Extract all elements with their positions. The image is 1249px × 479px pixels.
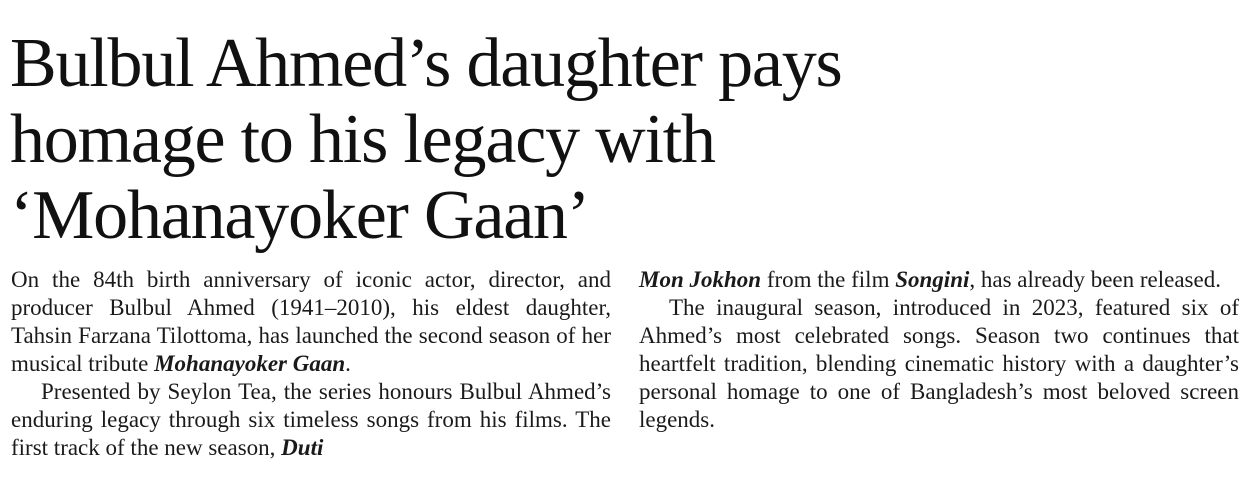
- article-column-right: [639, 266, 1239, 434]
- song-title-part: Duti: [281, 435, 324, 460]
- paragraph-text: The inaugural season, introduced in 2023, featured six of Ahmed’s most celebrated songs. Season two continues that heartfelt tradition, blending cinematic history with a daughter’s personal homage to one of Bangladesh’s most beloved screen legends.: [639, 295, 1239, 432]
- paragraph-series: [11, 378, 611, 462]
- paragraph-text: , has already been released.: [969, 267, 1221, 292]
- paragraph-text: from the film: [761, 267, 896, 292]
- film-title: Songini: [895, 267, 970, 292]
- headline-line: ‘Mohanayoker Gaan’: [10, 177, 589, 254]
- article-headline: [10, 26, 1240, 254]
- headline-line: homage to his legacy with: [10, 101, 715, 178]
- paragraph-series-continued: [639, 266, 1239, 294]
- tribute-title: Mohanayoker Gaan: [154, 351, 346, 376]
- headline-line: Bulbul Ahmed’s daughter pays: [10, 25, 842, 102]
- song-title-part: Mon Jokhon: [639, 267, 762, 292]
- paragraph-text: Presented by Seylon Tea, the series honours Bulbul Ahmed’s enduring legacy through six timeless songs from his films. The first track of the new season,: [11, 379, 611, 460]
- paragraph-intro: [11, 266, 611, 378]
- paragraph-inaugural: [639, 294, 1239, 434]
- article-column-left: [11, 266, 611, 462]
- paragraph-text: On the 84th birth anniversary of iconic actor, director, and producer Bulbul Ahmed (1941–2010), his eldest daughter, Tahsin Farzana Tilottoma, has launched the second season of her musical tribute: [11, 267, 611, 376]
- paragraph-text: .: [345, 351, 351, 376]
